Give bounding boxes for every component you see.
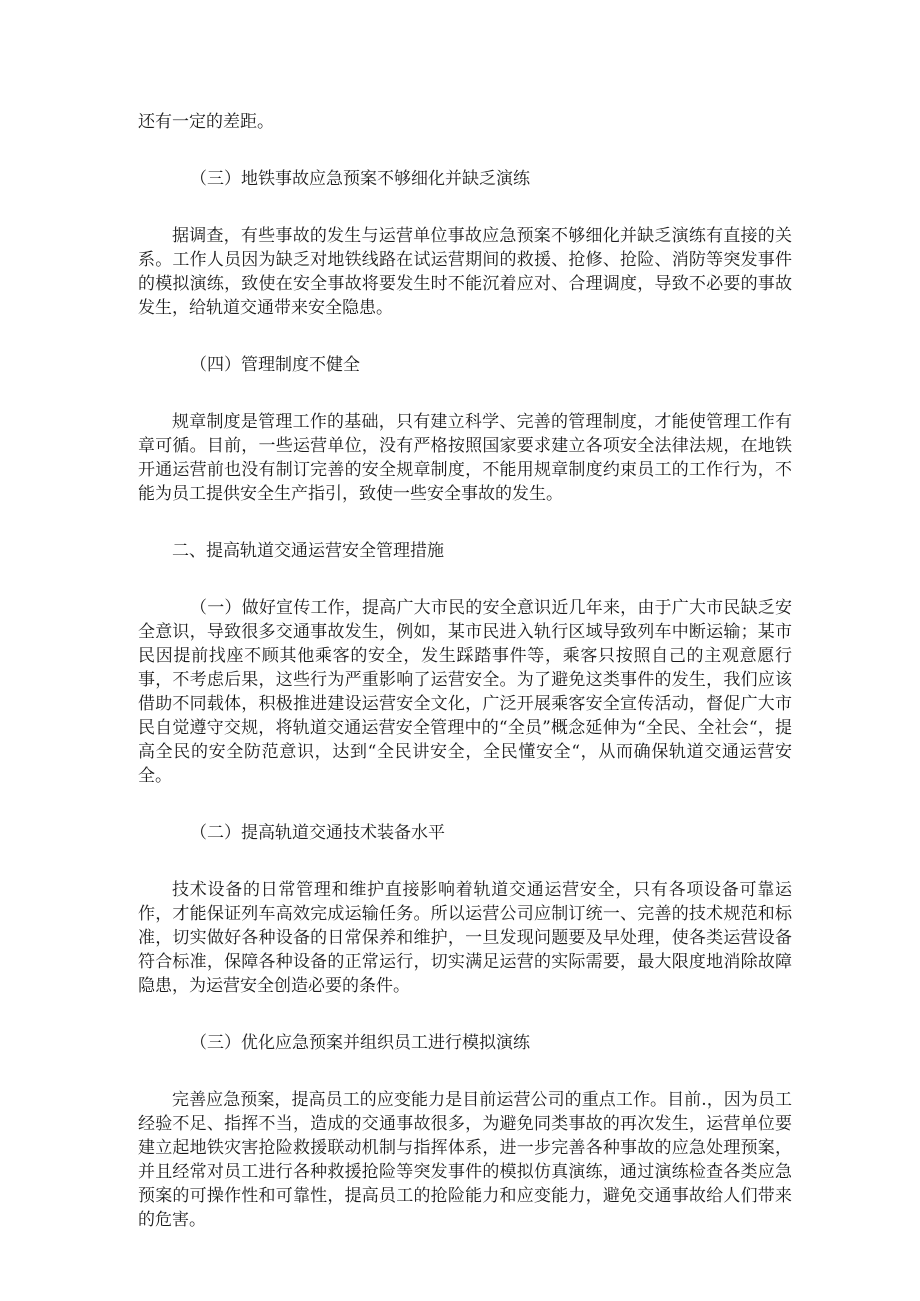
- section-3-heading: （三）地铁事故应急预案不够细化并缺乏演练: [190, 169, 530, 189]
- section-4-body: 规章制度是管理工作的基础，只有建立科学、完善的管理制度，才能使管理工作有章可循。目前，一些运营单位，没有严格按照国家要求建立各项安全法律法规，在地铁开通运营前也没有制订完善的安全规章制度，不能用规章制度约束员工的工作行为，不能为员工提供安全生产指引，致使一些安全事故的发生。: [138, 412, 792, 504]
- measure-1-body: （一）做好宣传工作，提高广大市民的安全意识近几年来，由于广大市民缺乏安全意识，导致很多交通事故发生，例如，某市民进入轨行区域导致列车中断运输；某市民因提前找座不顾其他乘客的安全，发生踩踏事件等，乘客只按照自己的主观意愿行事，不考虑后果，这些行为严重影响了运营安全。为了避免这类事件的发生，我们应该借助不同载体，积极推进建设运营安全文化，广泛开展乘客安全宣传活动，督促广大市民自觉遵守交规，将轨道交通运营安全管理中的“全员”概念延伸为“全民、全社会“，提高全民的安全防范意识，达到“全民讲安全，全民懂安全“，从而确保轨道交通运营安全。: [138, 598, 792, 786]
- measure-2-heading: （二）提高轨道交通技术装备水平: [190, 823, 445, 843]
- measure-3-heading: （三）优化应急预案并组织员工进行模拟演练: [190, 1033, 530, 1053]
- measure-3-body: 完善应急预案，提高员工的应变能力是目前运营公司的重点工作。目前.，因为员工经验不足、指挥不当，造成的交通事故很多，为避免同类事故的再次发生，运营单位要建立起地铁灾害抢险救援联动机制与指挥体系，进一步完善各种事故的应急处理预案，并且经常对员工进行各种救援抢险等突发事件的模拟仿真演练，通过演练检查各类应急预案的可操作性和可靠性，提高员工的抢险能力和应变能力，避免交通事故给人们带来的危害。: [138, 1090, 792, 1230]
- intro-line: 还有一定的差距。: [138, 112, 274, 132]
- section-4-heading: （四）管理制度不健全: [190, 355, 360, 375]
- part-2-heading: 二、提高轨道交通运营安全管理措施: [172, 541, 444, 561]
- measure-2-body: 技术设备的日常管理和维护直接影响着轨道交通运营安全，只有各项设备可靠运作，才能保证列车高效完成运输任务。所以运营公司应制订统一、完善的技术规范和标准，切实做好各种设备的日常保养和维护，一旦发现问题要及早处理，使各类运营设备符合标准，保障各种设备的正常运行，切实满足运营的实际需要，最大限度地消除故障隐患，为运营安全创造必要的条件。: [138, 880, 792, 996]
- section-3-body: 据调查，有些事故的发生与运营单位事故应急预案不够细化并缺乏演练有直接的关系。工作人员因为缺乏对地铁线路在试运营期间的救援、抢修、抢险、消防等突发事件的模拟演练，致使在安全事故将要发生时不能沉着应对、合理调度，导致不必要的事故发生，给轨道交通带来安全隐患。: [138, 226, 792, 318]
- document-page: [138, 110, 792, 1232]
